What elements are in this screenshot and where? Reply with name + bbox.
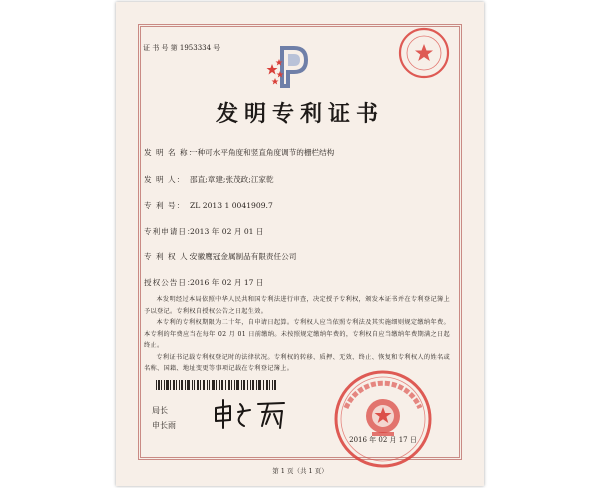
official-seal-icon bbox=[332, 368, 434, 470]
certificate-paper bbox=[116, 2, 484, 486]
field-invention-name bbox=[144, 147, 334, 158]
field-label: 专 利 号： bbox=[144, 201, 186, 210]
handwritten-signature-icon bbox=[210, 396, 290, 432]
field-label: 发 明 人： bbox=[144, 175, 186, 184]
page-title: 发明专利证书 bbox=[215, 101, 384, 127]
barcode-icon bbox=[156, 380, 276, 390]
field-value: 一种可水平角度和竖直角度调节的栅栏结构 bbox=[190, 148, 335, 157]
issue-date: 2016 年 02 月 17 日 bbox=[349, 436, 417, 444]
body-paragraph: 本专利的专利权期限为二十年，自申请日起算。专利权人应当依照专利法及其实施细则规定缴纳年费。本专利的年费应当在每年 02 月 01 日前缴纳。未按照规定缴纳年费的，专利权自应当缴纳年费期满之日起终止。 bbox=[144, 319, 450, 349]
field-label: 专 利 权 人： bbox=[144, 252, 198, 261]
field-label: 专利申请日： bbox=[144, 227, 196, 236]
field-value: 邵直;章建;张茂政;江家乾 bbox=[190, 175, 274, 184]
field-grant-date bbox=[144, 277, 264, 288]
sipo-logo-icon bbox=[264, 42, 312, 90]
field-value: ZL 2013 1 0041909.7 bbox=[190, 201, 273, 210]
chief-title: 局长 bbox=[152, 406, 168, 415]
page-number: 第 1 页（共 1 页） bbox=[272, 467, 328, 475]
body-paragraph: 本发明经过本局依照中华人民共和国专利法进行审查，决定授予专利权，颁发本证书并在专利登记簿上予以登记。专利权自授权公告之日起生效。 bbox=[144, 296, 450, 315]
field-inventors bbox=[144, 174, 274, 185]
chief-name: 申长雨 bbox=[152, 421, 176, 430]
top-seal-stamp-icon bbox=[397, 26, 451, 80]
field-label: 授权公告日： bbox=[144, 278, 196, 287]
field-label: 发 明 名 称： bbox=[144, 148, 198, 157]
body-paragraph: 专利证书记载专利权登记时的法律状况。专利权的转移、质押、无效、终止、恢复和专利权人的姓名或名称、国籍、地址变更等事项记载在专利登记簿上。 bbox=[144, 353, 450, 372]
field-patent-number bbox=[144, 200, 273, 211]
field-patentee bbox=[144, 251, 296, 262]
certificate-number: 证 书 号 第 1953334 号 bbox=[143, 44, 221, 52]
field-value: 2013 年 02 月 01 日 bbox=[190, 227, 264, 236]
field-value: 2016 年 02 月 17 日 bbox=[190, 278, 264, 287]
certificate-body bbox=[144, 294, 450, 375]
field-value: 安徽鹰冠金属制品有限责任公司 bbox=[190, 252, 297, 261]
field-application-date bbox=[144, 226, 264, 237]
